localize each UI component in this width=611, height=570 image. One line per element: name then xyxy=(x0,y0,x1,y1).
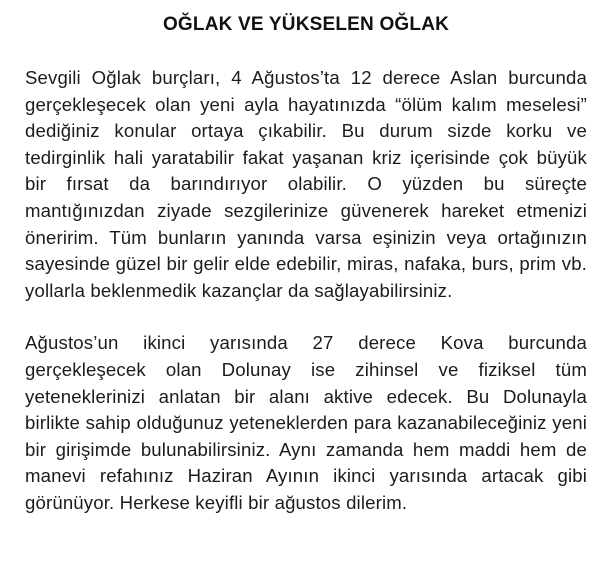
article-paragraph-2: Ağustos’un ikinci yarısında 27 derece Kova burcunda gerçekleşecek olan Dolunay ise zihinsel ve fiziksel tüm yeteneklerinizi anlatan bir alanı aktive edecek. Bu Dolunayla birlikte sahip olduğunuz yeteneklerden para kazanabileceğiniz yeni bir girişimde bulunabilirsiniz. Aynı zamanda hem maddi hem de manevi refahınız Haziran Ayının ikinci yarısında artacak gibi görünüyor. Herkese keyifli bir ağustos dilerim. xyxy=(25,332,587,513)
article-title: OĞLAK VE YÜKSELEN OĞLAK xyxy=(162,14,450,35)
article-paragraph-1: Sevgili Oğlak burçları, 4 Ağustos’ta 12 derece Aslan burcunda gerçekleşecek olan yeni ayla hayatınızda “ölüm kalım meselesi” dediğiniz konular ortaya çıkabilir. Bu durum sizde korku ve tedirginlik hali yaratabilir fakat yaşanan kriz içerisinde çok büyük bir fırsat da barındırıyor olabilir. O yüzden bu süreçte mantığınızdan ziyade sezgilerinize güvenerek hareket etmenizi öneririm. Tüm bunların yanında varsa eşinizin veya ortağınızın sayesinde güzel bir gelir elde edebilir, miras, nafaka, burs, prim vb. yollarla beklenmedik kazançlar da sağlayabilirsiniz. xyxy=(25,67,587,301)
